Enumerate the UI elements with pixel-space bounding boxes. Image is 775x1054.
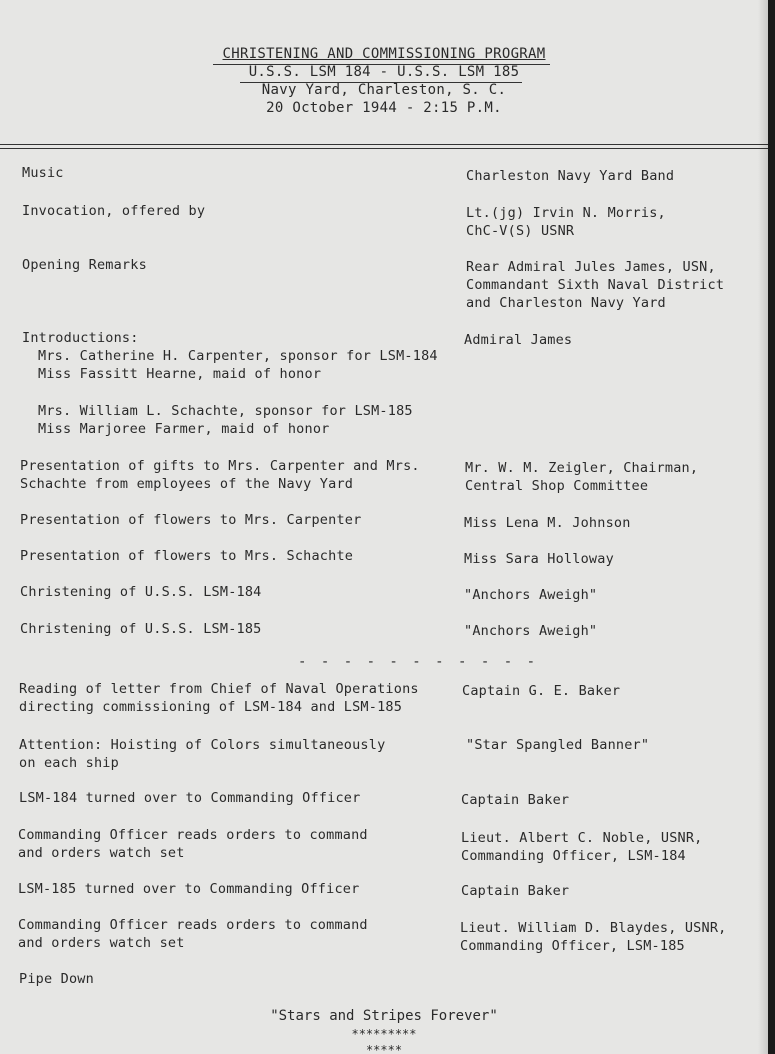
closing-stars: ********* [351, 1027, 417, 1041]
item-orders-184: Commanding Officer reads orders to command and orders watch set [18, 827, 368, 861]
performer-opening-remarks: Rear Admiral Jules James, USN, Commandant Sixth Naval District and Charleston Navy Yard [466, 259, 725, 311]
performer-orders-185: Lieut. William D. Blaydes, USNR, Commanding Officer, LSM-185 [460, 920, 727, 954]
performer-music: Charleston Navy Yard Band [466, 168, 675, 184]
item-christening-184: Christening of U.S.S. LSM-184 [20, 584, 262, 600]
item-reading-letter: Reading of letter from Chief of Naval Operations directing commissioning of LSM-184 and LSM-185 [19, 681, 419, 715]
item-flowers-schachte: Presentation of flowers to Mrs. Schachte [20, 548, 354, 564]
closing-stars-2: ***** [365, 1043, 403, 1054]
item-music: Music [22, 165, 64, 181]
date-time: 20 October 1944 - 2:15 P.M. [266, 100, 502, 116]
section-divider: - - - - - - - - - - - [298, 654, 539, 670]
performer-invocation: Lt.(jg) Irvin N. Morris, ChC-V(S) USNR [466, 205, 666, 239]
performer-orders-184: Lieut. Albert C. Noble, USNR, Commanding Officer, LSM-184 [461, 830, 703, 864]
performer-flowers-schachte: Miss Sara Holloway [464, 551, 614, 567]
item-attention: Attention: Hoisting of Colors simultaneously on each ship [19, 737, 386, 771]
performer-lsm184-turnover: Captain Baker [461, 792, 570, 808]
item-christening-185: Christening of U.S.S. LSM-185 [20, 621, 262, 637]
header-divider [0, 144, 768, 149]
item-opening-remarks: Opening Remarks [22, 257, 147, 273]
music-christening-185: "Anchors Aweigh" [464, 623, 598, 639]
performer-lsm185-turnover: Captain Baker [461, 883, 570, 899]
performer-flowers-carpenter: Miss Lena M. Johnson [464, 515, 631, 531]
ship-names: U.S.S. LSM 184 - U.S.S. LSM 185 [248, 64, 520, 80]
item-lsm184-turnover: LSM-184 turned over to Commanding Officer [19, 790, 361, 806]
music-attention: "Star Spangled Banner" [466, 737, 650, 753]
location: Navy Yard, Charleston, S. C. [261, 82, 507, 98]
performer-introductions: Admiral James [464, 332, 573, 348]
item-lsm185-turnover: LSM-185 turned over to Commanding Officer [18, 881, 360, 897]
item-introductions: Introductions: Mrs. Catherine H. Carpenter, sponsor for LSM-184 Miss Fassitt Hearne, maid of honor [22, 330, 438, 382]
closing-music: "Stars and Stripes Forever" [270, 1008, 498, 1024]
performer-gifts: Mr. W. M. Zeigler, Chairman, Central Shop Committee [465, 460, 699, 494]
item-pipe-down: Pipe Down [19, 971, 94, 987]
item-invocation: Invocation, offered by [22, 203, 206, 219]
item-gifts: Presentation of gifts to Mrs. Carpenter and Mrs. Schachte from employees of the Navy Yard [20, 458, 420, 492]
item-orders-185: Commanding Officer reads orders to command and orders watch set [18, 917, 368, 951]
music-christening-184: "Anchors Aweigh" [464, 587, 598, 603]
item-introductions-185: Mrs. William L. Schachte, sponsor for LSM-185 Miss Marjoree Farmer, maid of honor [38, 403, 413, 437]
item-flowers-carpenter: Presentation of flowers to Mrs. Carpenter [20, 512, 362, 528]
performer-reading-letter: Captain G. E. Baker [462, 683, 621, 699]
program-title: CHRISTENING AND COMMISSIONING PROGRAM [222, 46, 546, 62]
